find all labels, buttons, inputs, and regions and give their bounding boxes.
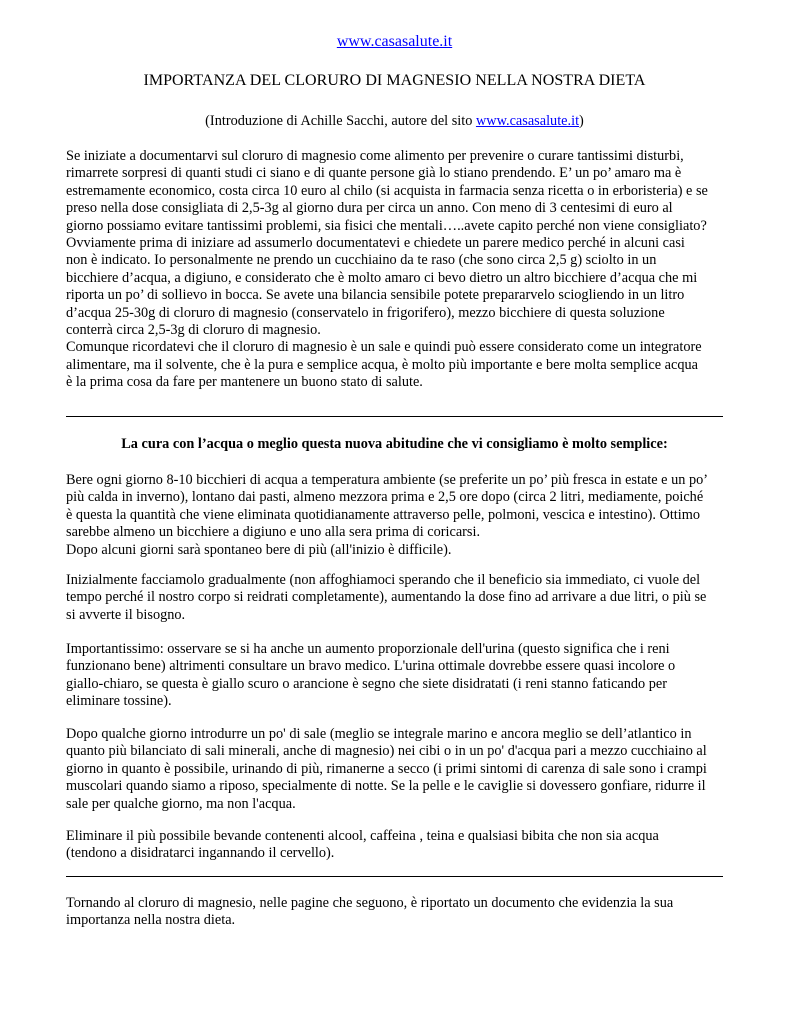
text-line: Eliminare il più possibile bevande contenenti alcool, caffeina , teina e qualsiasi bibita che non sia acqua	[66, 828, 659, 844]
text-line: Inizialmente facciamolo gradualmente (non affoghiamoci sperando che il beneficio sia immediato, ci vuole del	[66, 572, 701, 588]
text-line: muscolari quando siamo a riposo, specialmente di notte. Se la pelle e le caviglie si dovessero gonfiare, ridurre il	[66, 778, 706, 795]
text-line: tempo perché il nostro corpo si reidrati completamente), aumentando la dose fino ad arrivare a due litri, o più se	[66, 589, 707, 606]
intro-attribution-suffix: )	[579, 113, 584, 129]
text-line: più calda in inverno), lontano dai pasti, almeno mezzora prima e 2,5 ore dopo (circa 2 litri, mediamente, poiché	[66, 489, 704, 506]
text-line: Tornando al cloruro di magnesio, nelle pagine che seguono, è riportato un documento che evidenzia la sua	[66, 895, 674, 911]
text-line: Se iniziate a documentarvi sul cloruro di magnesio come alimento per prevenire o curare tantissimi disturbi,	[66, 148, 684, 164]
section-heading: La cura con l’acqua o meglio questa nuova abitudine che vi consigliamo è molto semplice:	[121, 436, 668, 452]
text-line: non è indicato. Io personalmente ne prendo un cucchiaino da te raso (che sono circa 2,5 g) sciolto in un	[66, 252, 657, 269]
text-line: Dopo alcuni giorni sarà spontaneo bere di più (all'inizio è difficile).	[66, 541, 452, 558]
text-line: giorno in quanto è possibile, urinando di più, rimanerne a secco (i primi sintomi di carenza di sale sono i crampi	[66, 760, 707, 777]
text-line: Ovviamente prima di iniziare ad assumerlo documentatevi e chiedete un parere medico perché in alcuni casi	[66, 235, 685, 252]
text-line: è questa la quantità che viene eliminata quotidianamente attraverso pelle, polmoni, vescica e intestino). Ottimo	[66, 506, 701, 523]
text-line: riporta un po’ di sollievo in bocca. Se avete una bilancia sensibile potete prepararvelo sciogliendo in un litro	[66, 287, 685, 304]
text-line: d’acqua 25-30g di cloruro di magnesio (conservatelo in frigorifero), mezzo bicchiere di questa soluzione	[66, 304, 665, 321]
paragraph-salt	[66, 726, 723, 813]
paragraph-beverages	[66, 828, 723, 863]
text-line: giorno possiamo evitare tantissimi problemi, sia fisici che mentali…..avete capito perché non viene consigliato?	[66, 217, 707, 234]
intro-site-link[interactable]: www.casasalute.it	[475, 113, 580, 129]
text-line: (tendono a disidratarci ingannando il cervello).	[66, 845, 335, 862]
text-line: preso nella dose consigliata di 2,5-3g al giorno dura per circa un anno. Con meno di 3 centesimi di euro al	[66, 200, 673, 217]
site-header-link[interactable]: www.casasalute.it	[336, 33, 453, 50]
section-divider	[66, 876, 723, 877]
text-line: si avverte il bisogno.	[66, 606, 186, 623]
intro-attribution-prefix: (Introduzione di Achille Sacchi, autore del sito	[205, 113, 476, 129]
paragraph-gradual	[66, 572, 723, 624]
text-line: giallo-chiaro, se questa è giallo scuro o arancione è segno che siete disidratati (i reni stanno faticando per	[66, 675, 668, 692]
text-line: bicchiere d’acqua, a digiuno, e considerato che è molto amaro ci bevo dietro un altro bicchiere d’acqua che mi	[66, 269, 698, 286]
closing-paragraph	[66, 895, 723, 930]
text-line: estremamente economico, costa circa 10 euro al chilo (si acquista in farmacia senza ricetta o in erboristeria) e se	[66, 182, 708, 199]
intro-attribution	[66, 113, 723, 130]
text-line: sale per qualche giorno, ma non l'acqua.	[66, 795, 296, 812]
text-line: Importantissimo: osservare se si ha anche un aumento proporzionale dell'urina (questo significa che i reni	[66, 641, 670, 657]
text-line: rimarrete sorpresi di quanti studi ci siano e di quante persone già lo stiano prendendo. E’ un po’ amaro ma è	[66, 165, 682, 182]
text-line: Bere ogni giorno 8-10 bicchieri di acqua a temperatura ambiente (se preferite un po’ più fresca in estate e un po’	[66, 472, 709, 488]
text-line: conterrà circa 2,5-3g di cloruro di magnesio.	[66, 322, 321, 339]
paragraph-water-intake	[66, 472, 723, 559]
section-divider	[66, 416, 723, 417]
text-line: importanza nella nostra dieta.	[66, 912, 236, 929]
text-line: eliminare tossine).	[66, 693, 172, 710]
document-title: IMPORTANZA DEL CLORURO DI MAGNESIO NELLA NOSTRA DIETA	[143, 72, 646, 89]
text-line: alimentare, ma il solvente, che è la pura e semplice acqua, è molto più importante e bere molta semplice acqua	[66, 356, 698, 373]
text-line: Dopo qualche giorno introdurre un po' di sale (meglio se integrale marino e ancora meglio se dell’atlantico in	[66, 726, 692, 742]
text-line: quanto più bilanciato di sali minerali, anche di magnesio) nei cibi o in un po' d'acqua pari a mezzo cucchiaino al	[66, 743, 707, 760]
text-line: è la prima cosa da fare per mantenere un buono stato di salute.	[66, 374, 423, 391]
paragraph-urine	[66, 641, 723, 711]
text-line: sarebbe almeno un bicchiere a digiuno e uno alla sera prima di coricarsi.	[66, 524, 481, 541]
text-line: Comunque ricordatevi che il cloruro di magnesio è un sale e quindi può essere considerato come un integratore	[66, 339, 702, 356]
intro-paragraph	[66, 148, 723, 392]
text-line: funzionano bene) altrimenti consultare un bravo medico. L'urina ottimale dovrebbe essere quasi incolore o	[66, 658, 676, 675]
